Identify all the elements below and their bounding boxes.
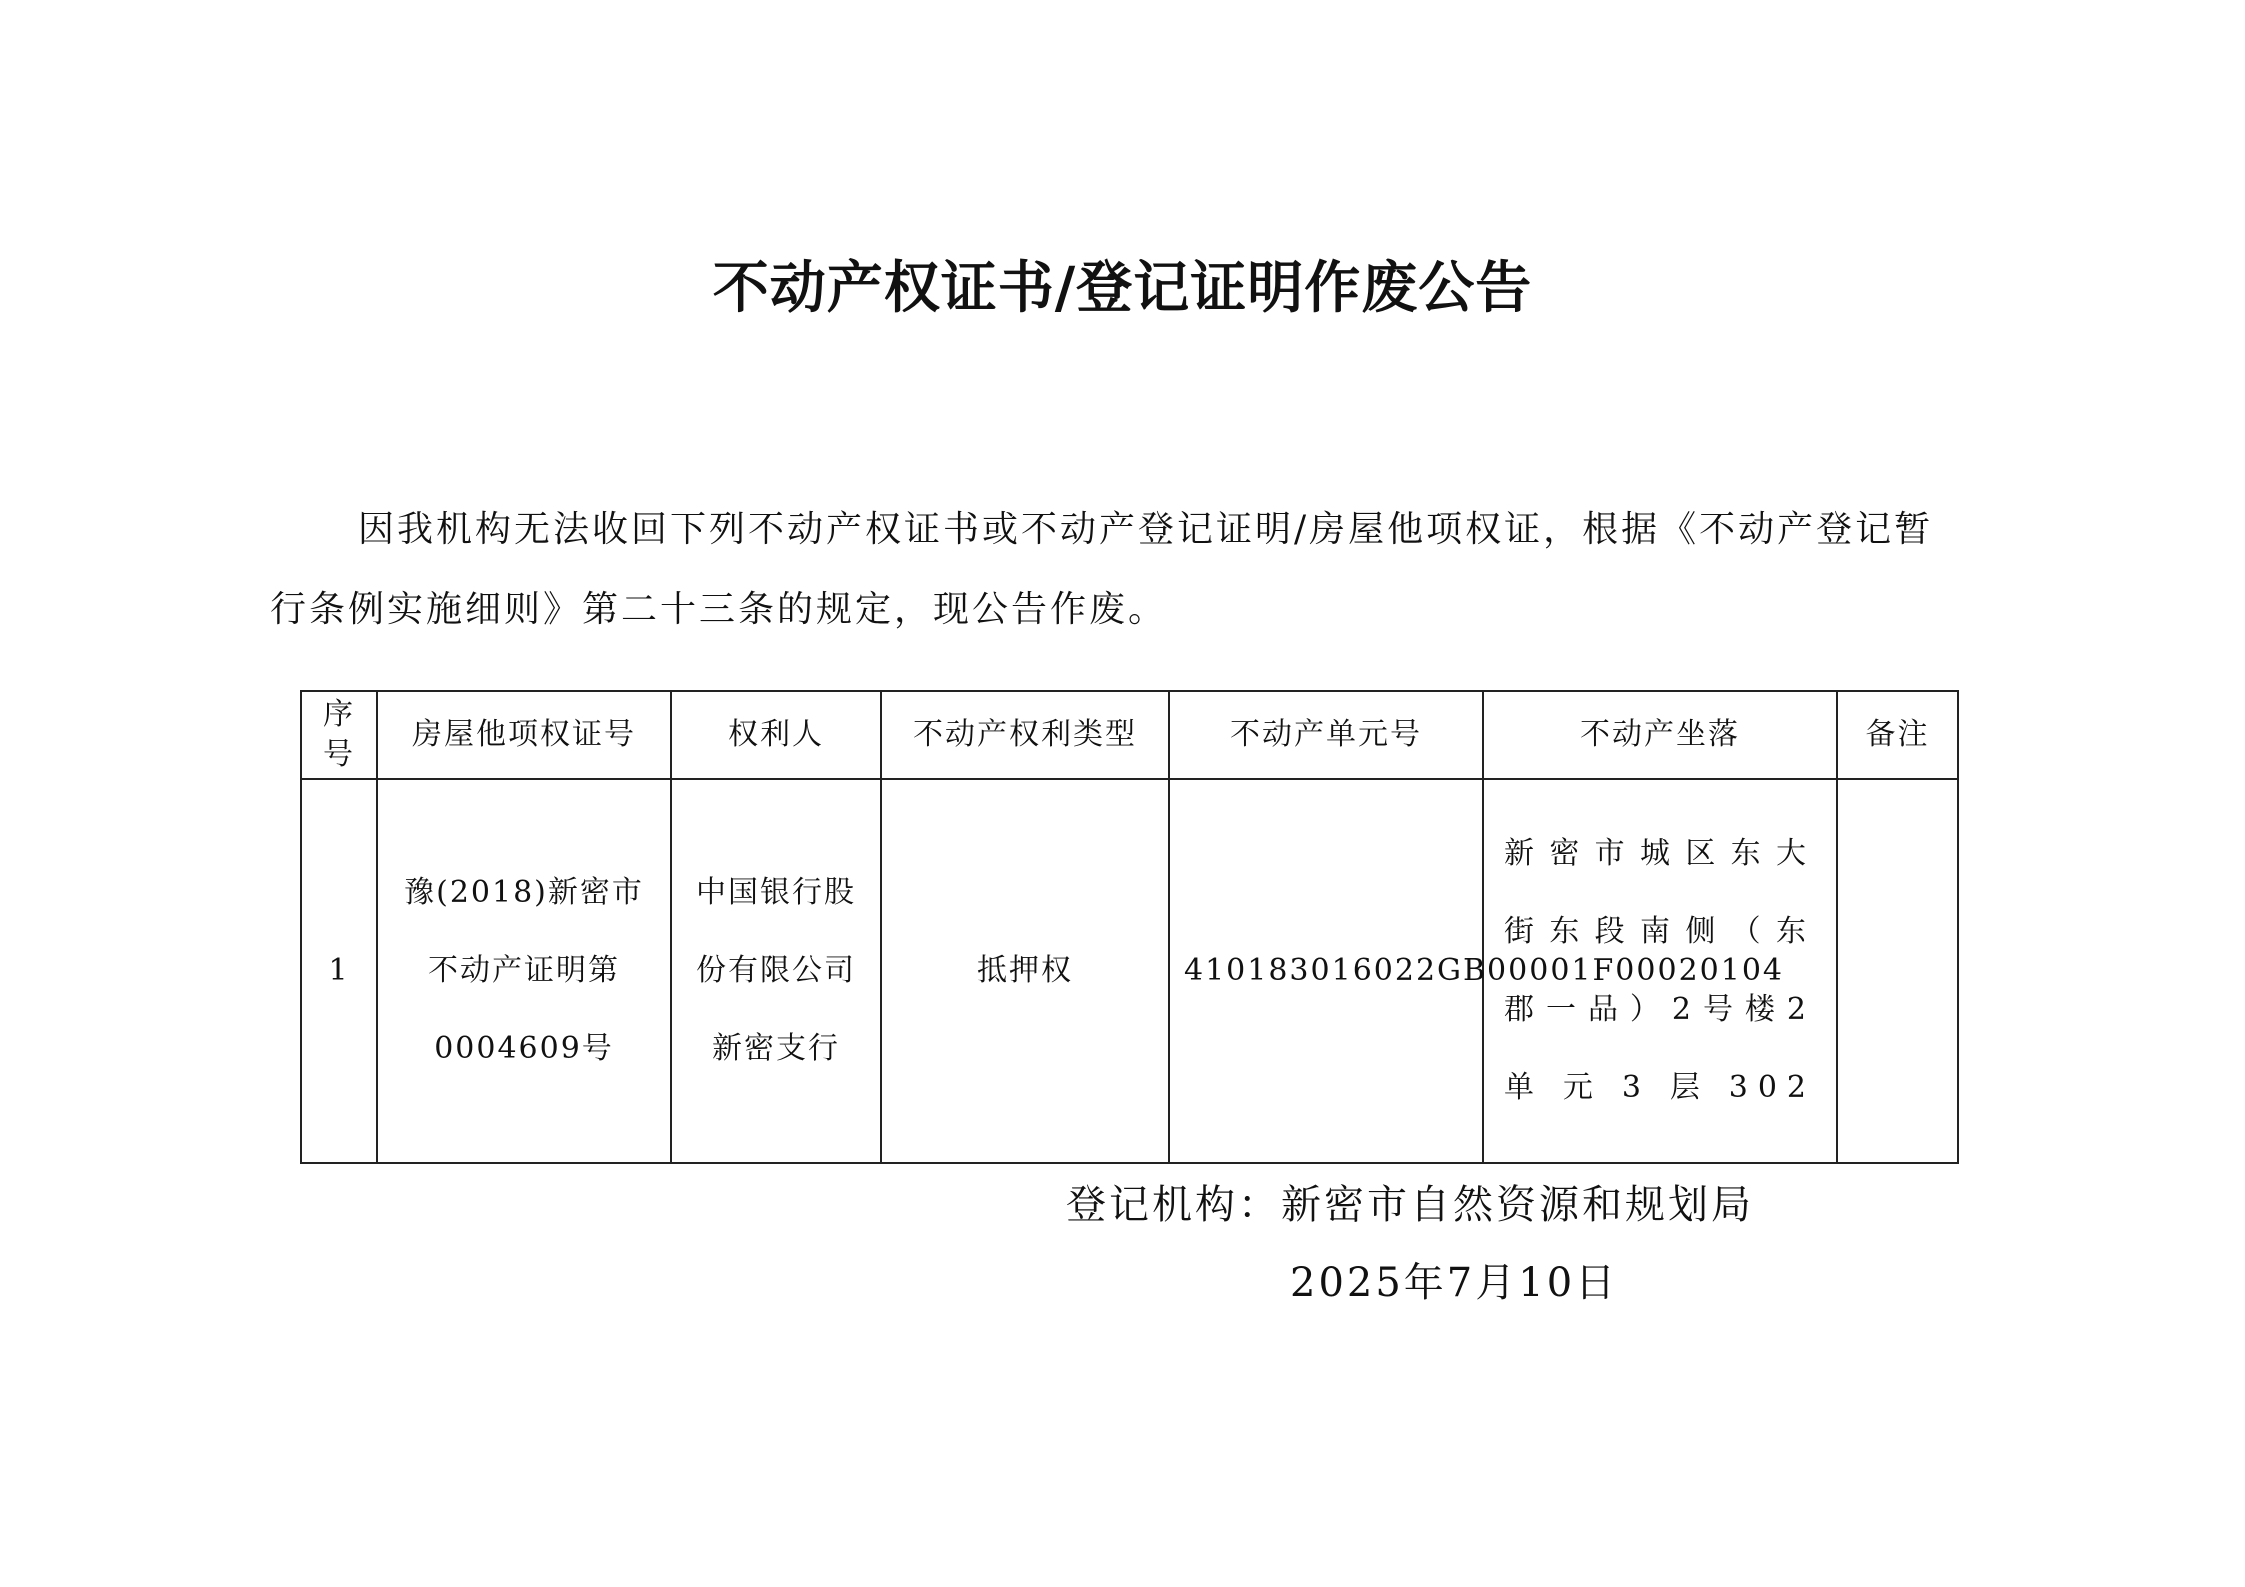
issuing-authority: 登记机构：新密市自然资源和规划局	[1066, 1182, 1754, 1228]
notice-title: 不动产权证书/登记证明作废公告	[712, 255, 1533, 321]
cell-remark	[1837, 779, 1958, 1163]
cell-unit-no: 410183016022GB00001F00020104	[1169, 779, 1483, 1163]
cell-right-type: 抵押权	[881, 779, 1169, 1163]
cell-holder: 中国银行股份有限公司新密支行	[671, 779, 881, 1163]
table-row	[301, 779, 1958, 1163]
void-notice-table	[300, 690, 1959, 1164]
header-holder: 权利人	[671, 691, 881, 779]
notice-intro: 因我机构无法收回下列不动产权证书或不动产登记证明/房屋他项权证，根据《不动产登记暂行条例实施细则》第二十三条的规定，现公告作废。	[270, 509, 1934, 630]
header-unit-no: 不动产单元号	[1169, 691, 1483, 779]
header-cert-no: 房屋他项权证号	[377, 691, 671, 779]
table-header-row	[301, 691, 1958, 779]
cell-location: 新密市城区东大街东段南侧（东郡一品）2号楼2单元3层302	[1483, 779, 1837, 1163]
header-location: 不动产坐落	[1483, 691, 1837, 779]
header-remark: 备注	[1837, 691, 1958, 779]
cell-cert-no: 豫(2018)新密市不动产证明第0004609号	[377, 779, 671, 1163]
header-seq: 序号	[301, 691, 377, 779]
cell-seq: 1	[301, 779, 377, 1163]
header-right-type: 不动产权利类型	[881, 691, 1169, 779]
issue-date: 2025年7月10日	[1290, 1260, 1619, 1306]
